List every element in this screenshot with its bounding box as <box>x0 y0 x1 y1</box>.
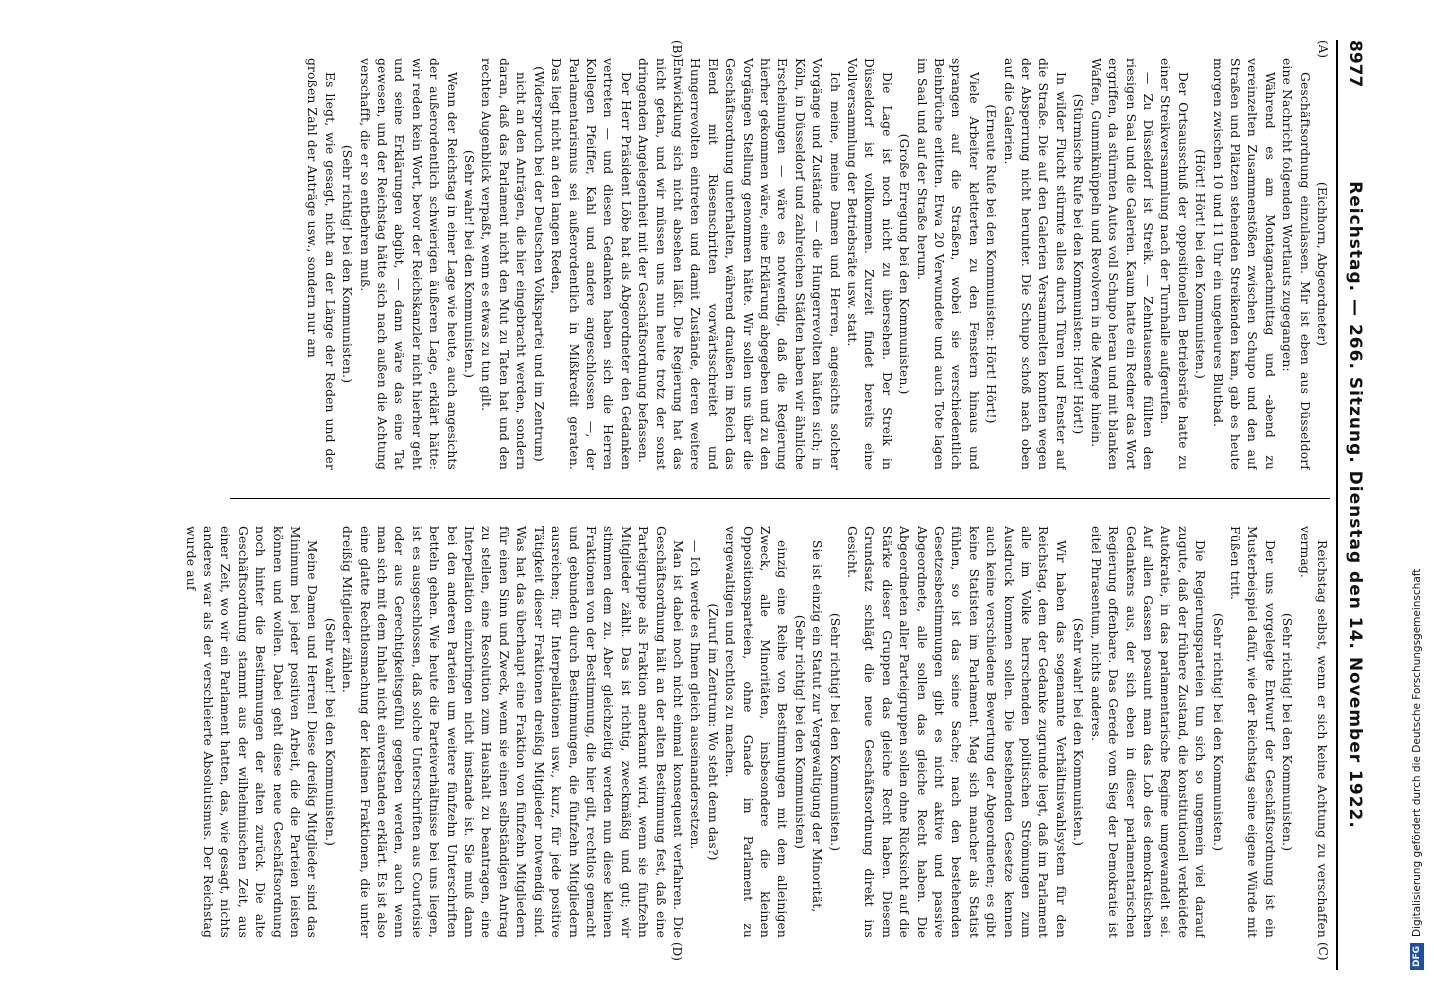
paragraph: Der uns vorgelegte Entwurf der Geschäftsordnung ist ein Musterbeispiel dafür, wie der Reichstag seine eigene Würde mit Füßen tritt. <box>1227 526 1277 938</box>
paragraph: Meine Damen und Herren! Diese dreißig Mitglieder sind das Minimum bei jeder positiven Arbeit, die die Parteien leisten können und wollen. Dabei geht diese neue Geschäftsordnung noch hinter die Bestimmungen der alten zurück. Die alte Geschäftsordnung stammt aus der wilhelminischen Zeit, aus einer Zeit, wo wir ein Parlament hatten, das, wie gesagt, nichts anderes war als der verschleierte Absolutismus. Der Reichstag wurde auf <box>183 526 320 938</box>
interjection: (Sehr wahr! bei den Kommunisten.) <box>462 149 477 379</box>
interjection: (Stürmische Rufe bei den Kommunisten: Hört! Hört!) <box>1071 93 1086 435</box>
left-text-column <box>80 58 1330 470</box>
interjection: (Sehr wahr! bei den Kommunisten.) <box>322 617 337 847</box>
column-divider <box>230 498 1330 499</box>
header-rule <box>1336 40 1338 970</box>
digitization-credit <box>1406 0 1428 1000</box>
interjection: (Zuruf im Zentrum: Wo steht denn das?) <box>705 603 720 861</box>
dfg-logo-icon: DFG <box>1410 943 1424 970</box>
paragraph: Der Herr Präsident Löbe hat als Abgeordneter den Gedanken vertreten — und diesen Gedanken haben sich die Herren Kollegen Pfeiffer, Kahl und andere angeschlossen —, der Parlamentarismus sei außerordentlich in Mißkredit geraten. Das liegt nicht an den langen Reden, <box>549 58 633 470</box>
paragraph: — Ich werde es Ihnen gleich auseinandersetzen. <box>688 540 703 850</box>
paragraph: einzig eine Reihe von Bestimmungen mit dem alleinigen Zweck, alle Minoritäten, insbesondere die kleinen Oppositionsparteien, ohne Gnade im Parlament zu vergewaltigen und rechtlos zu machen. <box>723 526 790 938</box>
interjection: (Sehr richtig! bei den Kommunisten.) <box>827 612 842 852</box>
paragraph: Man ist dabei noch nicht einmal konsequent verfahren. Die Geschäftsordnung hält an der alten Bestimmung fest, daß eine Parteigruppe als Fraktion anerkannt wird, wenn sie fünfzehn Mitglieder zählt. Das ist richtig, zweckmäßig und gut; wir stimmen dem zu. Aber gleichzeitig werden nun diese kleinen Fraktionen von der Bestimmung, die hier gilt, rechtlos gemacht und gebunden durch Bestimmungen, die fünfzehn Mitgliedern ausreichen; für Interpellationen usw., kurz, für jede positive Tätigkeit dieser Fraktionen dreißig Mitglieder notwendig sind. Was hat das überhaupt eine Fraktion von fünfzehn Mitgliedern für einen Sinn und Zweck, wenn sie einen selbständigen Antrag zu stellen, eine Resolution zum Haushalt zu beantragen, eine Interpellation einzubringen nicht imstande ist. Sie muß dann bei den anderen Parteien um weitere fünfzehn Unterschriften betteln gehen. Wie heute die Parteiverhältnisse bei uns liegen, ist es ausgeschlossen, daß solche Unterschriften aus Courtoisie oder aus Gerechtigkeitsgefühl gegeben werden, auch wenn man sich mit dem Inhalt nicht einverstanden erklärt. Es ist also eine glatte Rechtlosmachung der kleinen Fraktionen, die unter dreißig Mitglieder zählen. <box>340 526 685 938</box>
interjection: (Erneute Rufe bei den Kommunisten: Hört! Hört!) <box>984 104 999 424</box>
interjection: (Sehr richtig! bei den Kommunisten.) <box>1210 612 1225 852</box>
interjection: (Widerspruch bei der Deutschen Volkspartei und im Zentrum) <box>531 66 546 462</box>
paragraph: Die Lage ist noch nicht zu übersehen. Der Streik in Düsseldorf ist vollkommen. Zurzeit findet bereits eine Vollversammlung der Betriebsräte usw. statt. <box>845 58 894 470</box>
interjection: (Sehr richtig! bei den Kommunisten) <box>792 614 807 850</box>
running-title: Reichstag. — 266. Sitzung. Dienstag den 14. November 1922. <box>1345 181 1365 829</box>
margin-mark-a: (A) <box>1316 40 1330 59</box>
right-text-column <box>80 526 1330 938</box>
interjection: (Sehr wahr! bei den Kommunisten.) <box>1071 617 1086 847</box>
interjection: (Sehr richtig! bei den Kommunisten.) <box>340 144 355 384</box>
interjection: (Große Erregung bei den Kommunisten.) <box>897 133 912 395</box>
paragraph: Wir haben das sogenannte Verhältniswahlsystem für den Reichstag, dem der Gedanke zugrunde liegt, daß im Parlament alle im Volke herrschenden politischen Strömungen zum Ausdruck kommen sollen. Die bestehenden Gesetze kennen auch keine verschiedene Bewertung der Abgeordneten; es gibt keine Statisten im Parlament. Mag sich mancher als Statist fühlen, so ist das seine Sache; nach den bestehenden Gesetzesbestimmungen gibt es nicht aktive und passive Abgeordnete, alle sollen das gleiche Recht haben. Die Abgeordneten aller Parteigruppen sollen ohne Rücksicht auf die Stärke dieser Gruppen das gleiche Recht haben. Diesem Grundsatz schlägt die neue Geschäftsordnung direkt ins Gesicht. <box>845 526 1068 938</box>
margin-mark-d: (D) <box>670 942 684 961</box>
page-number: 8977 <box>1345 40 1365 88</box>
page-header <box>1340 40 1370 970</box>
paragraph: — Zu Düsseldorf ist Streik. — Zehntausende füllten den riesigen Saal und die Galerien. Kaum hatte ein Redner das Wort ergriffen, da stürmten Autos voll Schupo heran und mit blanken Waffen, Gummiknüppeln und Revolvern in die Menge hinein. <box>1088 58 1155 470</box>
paragraph: Geschäftsordnung einzulassen. Mir ist eben aus Düsseldorf eine Nachricht folgenden Wortlauts zugegangen: <box>1280 58 1312 470</box>
paragraph: Die Regierungsparteien tun sich so ungemein viel darauf zugute, daß der frühere Zustand, die konstitutionell verkleidete Autokratie, in das parlamentarische Regime umgewandelt sei. Auf allen Gassen posaunt man das Lob des demokratischen Gedankens aus, der sich eben in dieser parlamentarischen Regierung offenbare. Das Gerede vom Sieg der Demokratie ist eitel Phrasentum, nichts anderes. <box>1088 526 1208 938</box>
margin-mark-c: (C) <box>1316 942 1330 961</box>
paragraph: Während es am Montagnachmittag und -abend zu vereinzelten Zusammenstößen zwischen Schupo und den auf Straßen und Plätzen stehenden Streikenden kam, gab es heute morgen zwischen 10 und 11 Uhr ein ungeheures Blutbad. <box>1210 58 1277 470</box>
credit-text: Digitalisierung gefördert durch die Deutsche Forschungsgemeinschaft <box>1411 568 1423 937</box>
interjection: (Eichhorn, Abgeordneter) <box>1315 181 1329 347</box>
rotated-page <box>14 0 1374 1000</box>
interjection: (Sehr richtig! bei den Kommunisten.) <box>1280 612 1295 852</box>
paragraph: Sie ist einzig ein Statut zur Vergewaltigung der Minorität, <box>810 540 825 913</box>
paragraph: Der Ortsausschuß der oppositionellen Betriebsräte hatte zu einer Streikversammlung nach der Turnhalle aufgerufen. <box>1158 58 1190 470</box>
margin-mark-b: (B) <box>670 40 684 59</box>
paragraph: Ich meine, meine Damen und Herren, angesichts solcher Vorgänge und Zustände — die Hungerrevolten häufen sich; in Köln, in Düsseldorf und zahlreichen Städten haben wir ähnliche Erscheinungen — wäre es notwendig, daß die Regierung hierher gekommen wäre, eine Erklärung abgegeben und zu den Vorgängen Stellung genommen hätte. Wir sollen uns über die Geschäftsordnung unterhalten, während draußen im Reich das Elend mit Riesenschritten vorwärtsschreitet und Hungerrevolten eintreten und damit Zustände, deren weitere Entwicklung sich nicht absehen läßt. Die Regierung hat das nicht getan, und wir müssen uns nun heute trotz der sonst dringenden Angelegenheit mit der Geschäftsordnung befassen. <box>636 58 842 470</box>
paragraph: nicht an den Anträgen, die hier eingebracht werden, sondern daran, daß das Parlament nicht den Mut zu Taten hat und den rechten Augenblick verpaßt, wenn es etwas zu tun gilt. <box>479 58 529 470</box>
paragraph: Viele Arbeiter kletterten zu den Fenstern hinaus und sprangen auf die Straßen, wobei sie verschiedentlich Beinbrüche erlitten. Etwa 20 Verwundete und auch Tote lagen im Saal und auf der Straße herum. <box>914 58 981 470</box>
paragraph: In wilder Flucht stürmte alles durch Türen und Fenster auf die Straße. Die auf den Galerien Versammelten konnten wegen der Absperrung nicht herunter. Die Schupo schoß nach oben auf die Galerien. <box>1001 58 1068 470</box>
interjection: (Hört! Hört! bei den Kommunisten.) <box>1193 149 1208 379</box>
paragraph: Es liegt, wie gesagt, nicht an der Länge der Reden und der großen Zahl der Anträge usw., sondern nur am <box>305 58 337 470</box>
paragraph: Reichstag selbst, wenn er sich keine Achtung zu verschaffen vermag. <box>1297 526 1329 938</box>
paragraph: Wenn der Reichstag in einer Lage wie heute, auch angesichts der außerordentlich schwierigen äußeren Lage, erklärt hätte: wir reden kein Wort, bevor der Reichskanzler nicht hierher geht und seine Erklärungen abgibt, — dann wäre das eine Tat gewesen, und der Reichstag hätte sich nach außen die Achtung verschafft, die er so entbehren muß. <box>357 58 459 470</box>
